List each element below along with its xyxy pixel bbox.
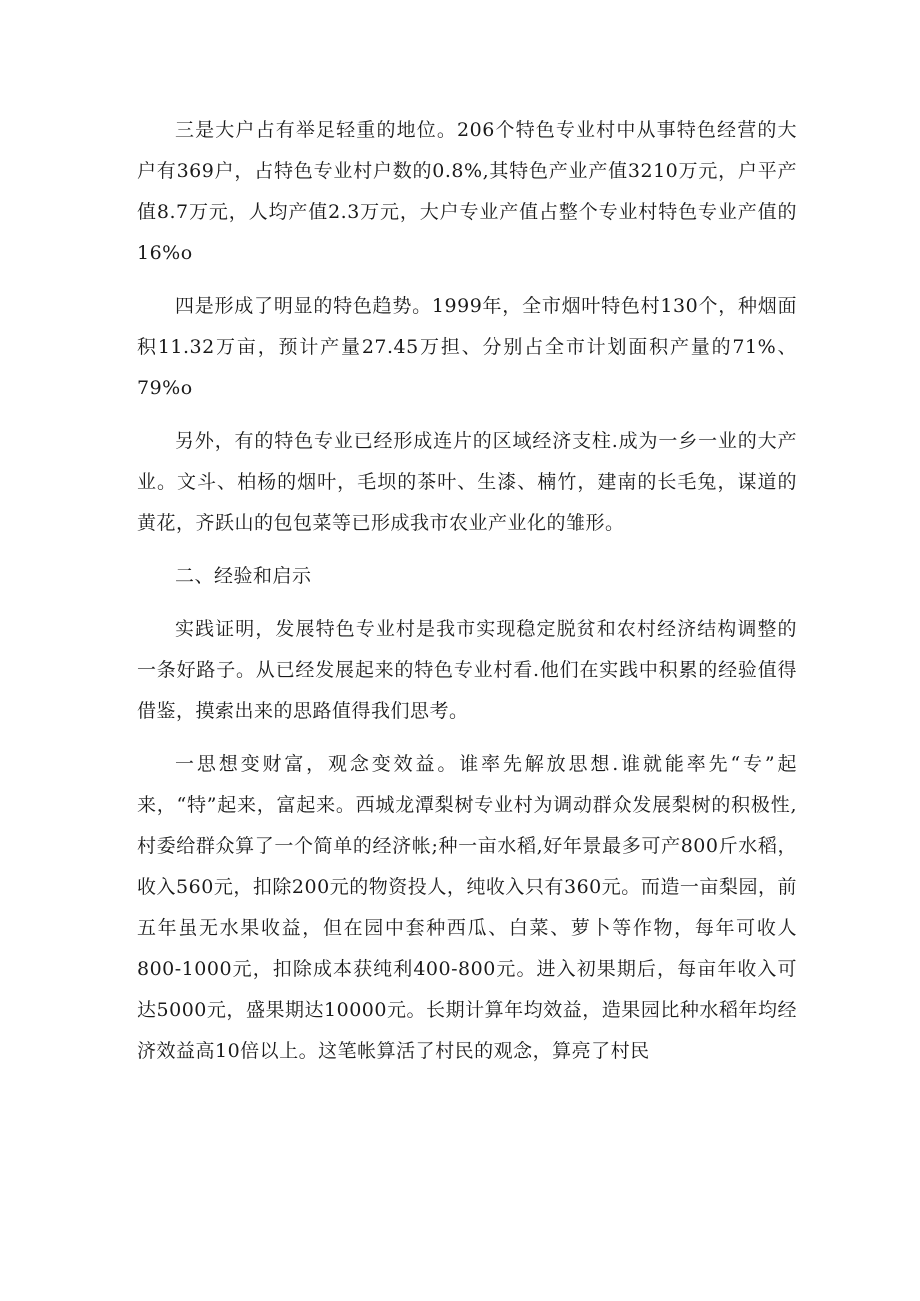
document-body xyxy=(137,110,797,1084)
paragraph-practice-proves: 实践证明，发展特色专业村是我市实现稳定脱贫和农村经济结构调整的一条好路子。从已经发展起来的特色专业村看.他们在实践中积累的经验值得借鉴，摸索出来的思路值得我们思考。 xyxy=(137,618,797,722)
section-heading: 二、经验和启示 xyxy=(175,565,312,587)
paragraph-large-households: 三是大户占有举足轻重的地位。206个特色专业村中从事特色经营的大户有369户，占特色专业村户数的0.8%,其特色产业产值3210万元，户平产值8.7万元，人均产值2.3万元，大户专业产值占整个专业村特色专业产值的16%o xyxy=(137,119,797,264)
paragraph-ideas-to-wealth: 一思想变财富，观念变效益。谁率先解放思想.谁就能率先“专”起来，“特”起来，富起来。西城龙潭梨树专业村为调动群众发展梨树的积极性,村委给群众算了一个简单的经济帐;种一亩水稻,好年景最多可产800斤水稻，收入560元，扣除200元的物资投人，纯收入只有360元。而造一亩梨园，前五年虽无水果收益，但在园中套种西瓜、白菜、萝卜等作物，每年可收人800-1000元，扣除成本获纯利400-800元。进入初果期后，每亩年收入可达5000元，盛果期达10000元。长期计算年均效益，造果园比种水稻年均经济效益高10倍以上。这笔帐算活了村民的观念，算亮了村民 xyxy=(137,753,797,1062)
paragraph-tobacco-trend: 四是形成了明显的特色趋势。1999年，全市烟叶特色村130个，种烟面积11.32万亩，预计产量27.45万担、分别占全市计划面积产量的71%、79%o xyxy=(137,295,797,399)
paragraph-regional-pillar: 另外，有的特色专业已经形成连片的区域经济支柱.成为一乡一业的大产业。文斗、柏杨的烟叶，毛坝的茶叶、生漆、楠竹，建南的长毛兔，谋道的黄花，齐跃山的包包菜等已形成我市农业产业化的雏形。 xyxy=(137,430,797,534)
